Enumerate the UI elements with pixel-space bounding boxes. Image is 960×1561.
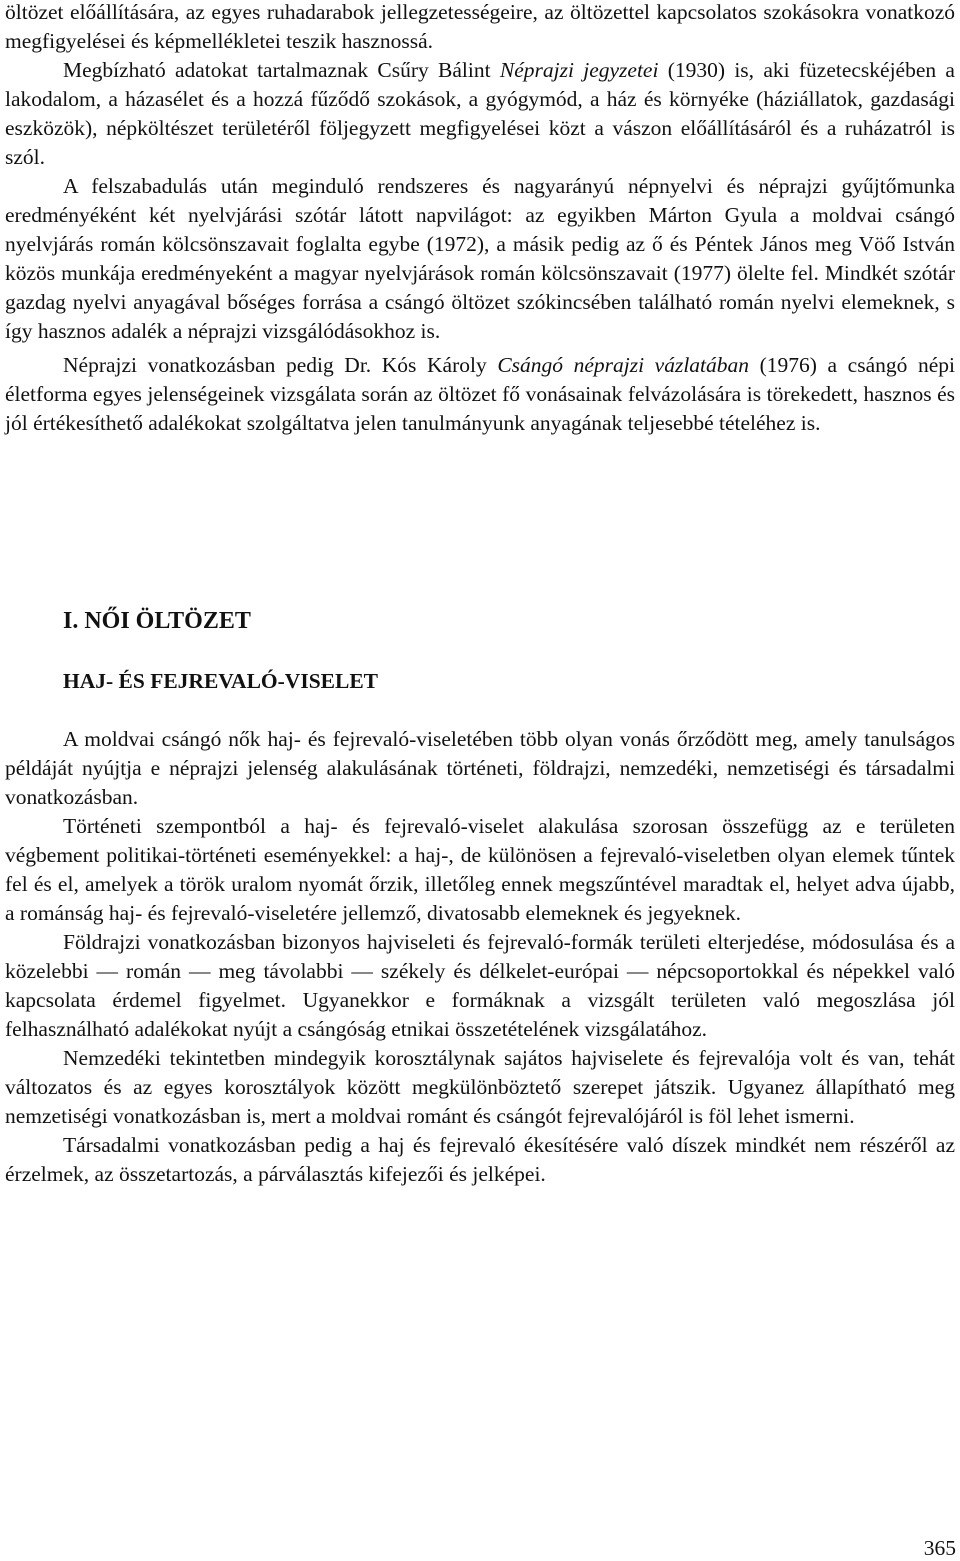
body-block xyxy=(5,725,955,1189)
intro-block xyxy=(5,0,955,440)
paragraph-kos xyxy=(5,351,955,438)
paragraph-text: Nemzedéki tekintetben mindegyik korosztálynak sajátos hajviselete és fejrevalója volt és van, tehát változatos és az egyes korosztályok között megkülönböztető szerepet játszik. Ugyanez állapítható meg nemzetiségi vonatkozásban is, mert a moldvai románt és csángót fejrevalójáról is föl lehet ismerni. xyxy=(5,1046,955,1128)
paragraph-text: A felszabadulás után meginduló rendszeres és nagyarányú népnyelvi és néprajzi gyűjtőmunka eredményéként két nyelvjárási szótár látott napvilágot: az egyikben Márton Gyula a moldvai csángó nyelvjárás román kölcsönszavait foglalta egybe (1972), a másik pedig az ő és Péntek János meg Vöő István közös munkája eredményeként a magyar nyelvjárások román kölcsönszavait (1977) ölelte fel. Mindkét szótár gazdag nyelvi anyagával bőséges forrása a csángó öltözet szókincsében található román nyelvi elemeknek, s így hasznos adalék a néprajzi vizsgálódásokhoz is. xyxy=(5,174,955,343)
paragraph-text: A moldvai csángó nők haj- és fejrevaló-viseletében több olyan vonás őrződött meg, amely tanulságos példáját nyújtja e néprajzi jelenség alakulásának történeti, földrajzi, nemzedéki, nemzetiségi és társadalmi vonatkozásban. xyxy=(5,727,955,809)
paragraph-social xyxy=(5,1131,955,1189)
paragraph-text: (1976) a csángó népi életforma egyes jelenségeinek vizsgálata során az öltözet fő vonásainak felvázolására is törekedett, hasznos és jól értékesíthető adalékokat szolgáltatva jelen tanulmányunk anyagának teljesebbé tételéhez is. xyxy=(5,353,955,435)
paragraph-dictionaries xyxy=(5,172,955,346)
paragraph-overview xyxy=(5,725,955,812)
paragraph-text: Történeti szempontból a haj- és fejrevaló-viselet alakulása szorosan összefügg az e területen végbement politikai-történeti eseményekkel: a haj-, de különösen a fejrevaló-viseletben olyan elemek tűntek fel és el, amelyek a török uralom nyomát őrzik, illetőleg ennek megszűntével maradtak el, helyet adva újabb, a románság haj- és fejrevaló-viseletére jellemző, divatosabb elemeknek és jegyeknek. xyxy=(5,814,955,925)
paragraph-text: Megbízható adatokat tartalmaznak Csűry Bálint xyxy=(63,58,500,82)
paragraph-continued xyxy=(5,0,955,56)
paragraph-text: Társadalmi vonatkozásban pedig a haj és fejrevaló ékesítésére való díszek mindkét nem részéről az érzelmek, az összetartozás, a párválasztás kifejezői és jelképei. xyxy=(5,1133,955,1186)
paragraph-generational xyxy=(5,1044,955,1131)
paragraph-text: (1930) is, aki füzetecskéjében a lakodalom, a házasélet és a hozzá fűződő szokások, a gyógymód, a ház és környéke (háziállatok, gazdasági eszközök), népköltészet területéről följegyzett megfigyelései közt a vászon előállításáról és a ruházatról is szól. xyxy=(5,58,955,169)
section-title: I. NŐI ÖLTÖZET xyxy=(63,608,251,634)
paragraph-text: Földrajzi vonatkozásban bizonyos hajviseleti és fejrevaló-formák területi elterjedése, módosulása és a közelebbi — román — meg távolabbi — székely és délkelet-európai — népcsoportokkal és népekkel való kapcsolata érdemel figyelmet. Ugyanekkor e formáknak a vizsgált területen való megoszlása jól felhasználható adalékokat nyújt a csángóság etnikai összetételének vizsgálatához. xyxy=(5,930,955,1041)
paragraph-historical xyxy=(5,812,955,928)
section-subtitle: HAJ- ÉS FEJREVALÓ-VISELET xyxy=(63,669,379,693)
paragraph-text: Néprajzi vonatkozásban pedig Dr. Kós Károly xyxy=(63,353,498,377)
paragraph-geographical xyxy=(5,928,955,1044)
paragraph-text: öltözet előállítására, az egyes ruhadarabok jellegzetességeire, az öltözettel kapcsolatos szokásokra vonatkozó megfigyelései és képmellékletei teszik hasznossá. xyxy=(5,0,955,53)
paragraph-csury xyxy=(5,56,955,172)
book-title: Csángó néprajzi vázlatában xyxy=(497,353,750,377)
book-title: Néprajzi jegyzetei xyxy=(499,58,659,82)
page-number: 365 xyxy=(923,1536,956,1560)
